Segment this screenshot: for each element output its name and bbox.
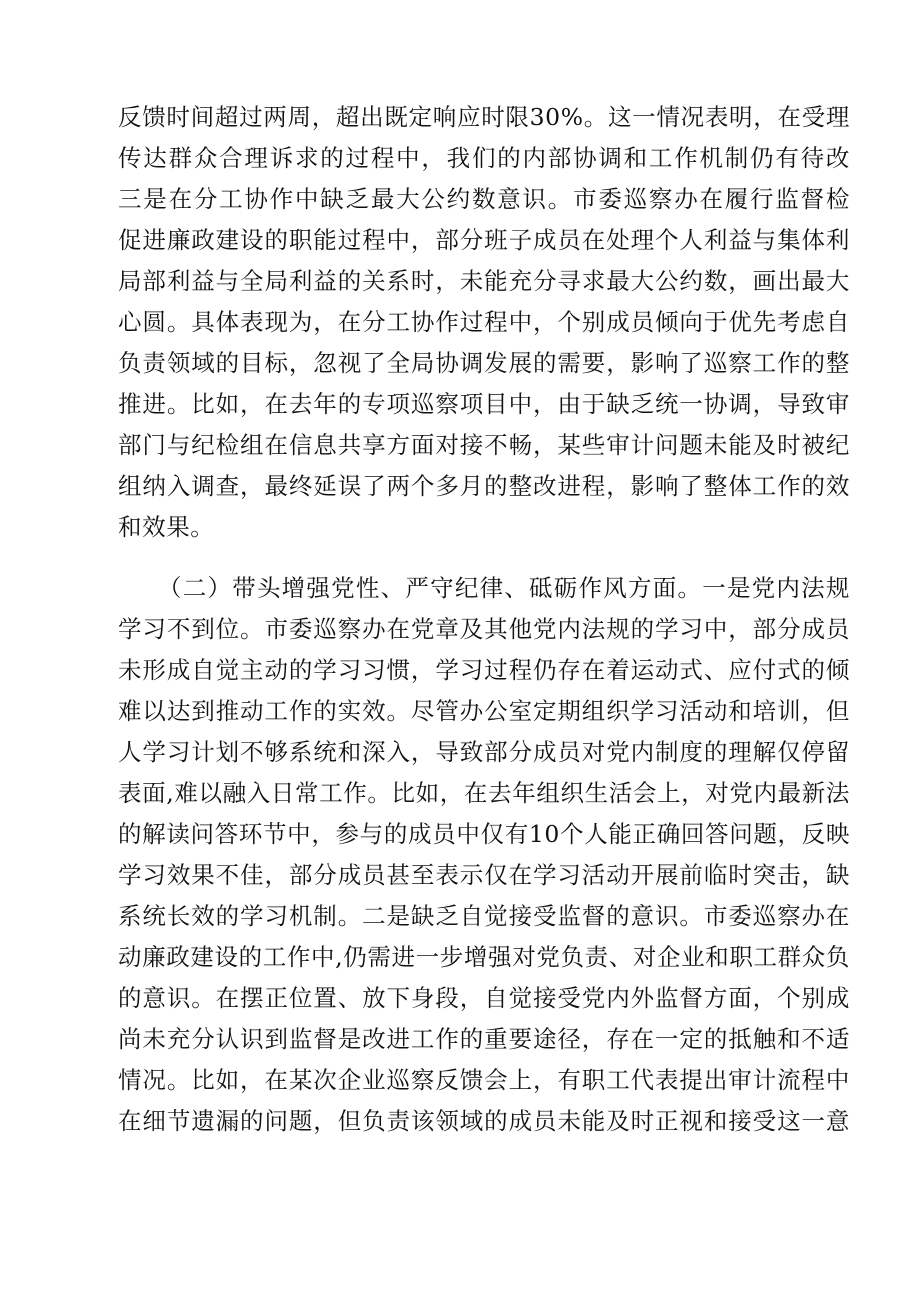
text-line: 的意识。在摆正位置、放下身段，自觉接受党内外监督方面，个别成: [118, 984, 850, 1012]
text-line: 三是在分工协作中缺乏最大公约数意识。市委巡察办在履行监督检: [118, 185, 850, 213]
text-line: 组纳入调查，最终延误了两个多月的整改进程，影响了整体工作的效: [118, 472, 850, 500]
text-line: 反馈时间超过两周，超出既定响应时限30%。这一情况表明，在受理: [118, 103, 850, 131]
text-line: 动廉政建设的工作中,仍需进一步增强对党负责、对企业和职工群众负: [118, 943, 850, 971]
text-line: 学习不到位。市委巡察办在党章及其他党内法规的学习中，部分成员: [118, 615, 850, 643]
text-line: 部门与纪检组在信息共享方面对接不畅，某些审计问题未能及时被纪: [118, 431, 850, 459]
text-line: 情况。比如，在某次企业巡察反馈会上，有职工代表提出审计流程中: [118, 1066, 850, 1094]
section-heading-line: （二）带头增强党性、严守纪律、砥砺作风方面。一是党内法规: [158, 574, 850, 602]
text-line: 学习效果不佳，部分成员甚至表示仅在学习活动开展前临时突击，缺: [118, 861, 850, 889]
text-line: 尚未充分认识到监督是改进工作的重要途径，存在一定的抵触和不适: [118, 1025, 850, 1053]
text-line: 人学习计划不够系统和深入，导致部分成员对党内制度的理解仅停留: [118, 738, 850, 766]
text-line: 和效果。: [118, 513, 215, 541]
text-line: 在细节遗漏的问题，但负责该领域的成员未能及时正视和接受这一意: [118, 1107, 850, 1135]
text-line: 促进廉政建设的职能过程中，部分班子成员在处理个人利益与集体利: [118, 226, 850, 254]
text-line: 表面,难以融入日常工作。比如，在去年组织生活会上，对党内最新法: [118, 779, 850, 807]
text-line: 心圆。具体表现为，在分工协作过程中，个别成员倾向于优先考虑自: [118, 308, 850, 336]
text-line: 局部利益与全局利益的关系时，未能充分寻求最大公约数，画出最大: [118, 267, 850, 295]
text-line: 负责领域的目标，忽视了全局协调发展的需要，影响了巡察工作的整: [118, 349, 850, 377]
text-line: 推进。比如，在去年的专项巡察项目中，由于缺乏统一协调，导致审: [118, 390, 850, 418]
text-line: 传达群众合理诉求的过程中，我们的内部协调和工作机制仍有待改: [118, 144, 850, 172]
text-line: 系统长效的学习机制。二是缺乏自觉接受监督的意识。市委巡察办在: [118, 902, 850, 930]
text-line: 的解读问答环节中，参与的成员中仅有10个人能正确回答问题，反映: [118, 820, 850, 848]
text-line: 难以达到推动工作的实效。尽管办公室定期组织学习活动和培训，但: [118, 697, 850, 725]
text-line: 未形成自觉主动的学习习惯，学习过程仍存在着运动式、应付式的倾: [118, 656, 850, 684]
